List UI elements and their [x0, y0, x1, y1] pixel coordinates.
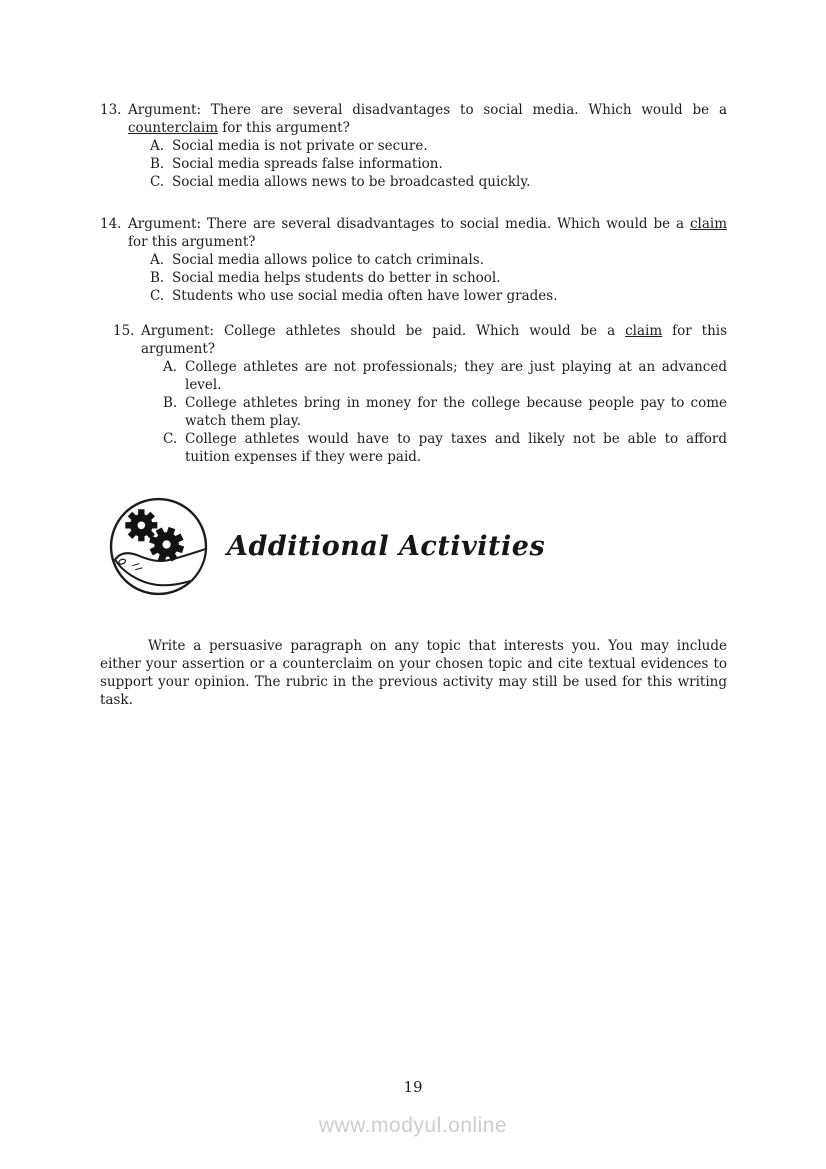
option-text: Social media helps students do better in school.	[172, 270, 501, 286]
option-text: Social media spreads false information.	[172, 156, 443, 172]
question-13-stem-text: Argument: There are several disadvantages to social media. Which would be a	[128, 102, 727, 118]
question-14-stem-tail: for this argument?	[128, 234, 256, 250]
option-letter: A.	[150, 138, 165, 154]
questions-section	[100, 101, 727, 466]
section-title: Additional Activities	[227, 530, 546, 562]
question-14-number: 14.	[100, 216, 122, 232]
option-letter: B.	[150, 270, 165, 286]
question-14-option-b	[150, 269, 727, 287]
question-13-stem	[100, 101, 727, 137]
question-13-option-c	[150, 173, 727, 191]
additional-activities-header	[108, 496, 545, 597]
question-15-option-b	[163, 394, 727, 430]
question-15	[113, 322, 727, 466]
option-text: Social media allows police to catch criminals.	[172, 252, 484, 268]
watermark: www.modyul.online	[318, 1114, 508, 1137]
question-15-number: 15.	[113, 323, 135, 339]
option-text: College athletes are not professionals; they are just playing at an advanced level.	[185, 359, 727, 393]
option-letter: C.	[163, 431, 178, 447]
page-number: 19	[403, 1078, 423, 1096]
hand-holding-gears-icon	[108, 496, 209, 597]
question-13-underlined-term: counterclaim	[128, 120, 218, 136]
question-15-stem-tail: for this argument?	[141, 323, 728, 357]
question-15-option-a	[163, 358, 727, 394]
option-letter: C.	[150, 288, 165, 304]
question-14-stem-text: Argument: There are several disadvantages to social media. Which would be a	[128, 216, 690, 232]
option-text: Social media is not private or secure.	[172, 138, 428, 154]
question-13-number: 13.	[100, 102, 122, 118]
question-13-stem-tail: for this argument?	[218, 120, 350, 136]
option-letter: C.	[150, 174, 165, 190]
activity-paragraph: Write a persuasive paragraph on any topic that interests you. You may include either your assertion or a counterclaim on your chosen topic and cite textual evidences to support your opinion. The rubric in the previous activity may still be used for this writing task.	[100, 638, 727, 708]
option-letter: A.	[150, 252, 165, 268]
option-text: Students who use social media often have lower grades.	[172, 288, 558, 304]
option-letter: B.	[163, 395, 178, 411]
question-15-underlined-term: claim	[625, 323, 663, 339]
question-15-stem-text: Argument: College athletes should be paid. Which would be a	[141, 323, 626, 339]
question-13-option-b	[150, 155, 727, 173]
question-14-option-a	[150, 251, 727, 269]
question-14	[100, 215, 727, 305]
question-14-option-c	[150, 287, 727, 305]
question-14-underlined-term: claim	[689, 216, 727, 232]
option-text: Social media allows news to be broadcasted quickly.	[172, 174, 531, 190]
question-13	[100, 101, 727, 191]
option-text: College athletes would have to pay taxes and likely not be able to afford tuition expenses if they were paid.	[185, 431, 727, 465]
question-14-stem	[100, 215, 727, 251]
question-15-stem	[113, 322, 728, 358]
option-letter: B.	[150, 156, 165, 172]
question-13-option-a	[150, 137, 727, 155]
question-15-option-c	[163, 430, 727, 466]
option-text: College athletes bring in money for the college because people pay to come watch them play.	[185, 395, 727, 429]
option-letter: A.	[163, 359, 178, 375]
